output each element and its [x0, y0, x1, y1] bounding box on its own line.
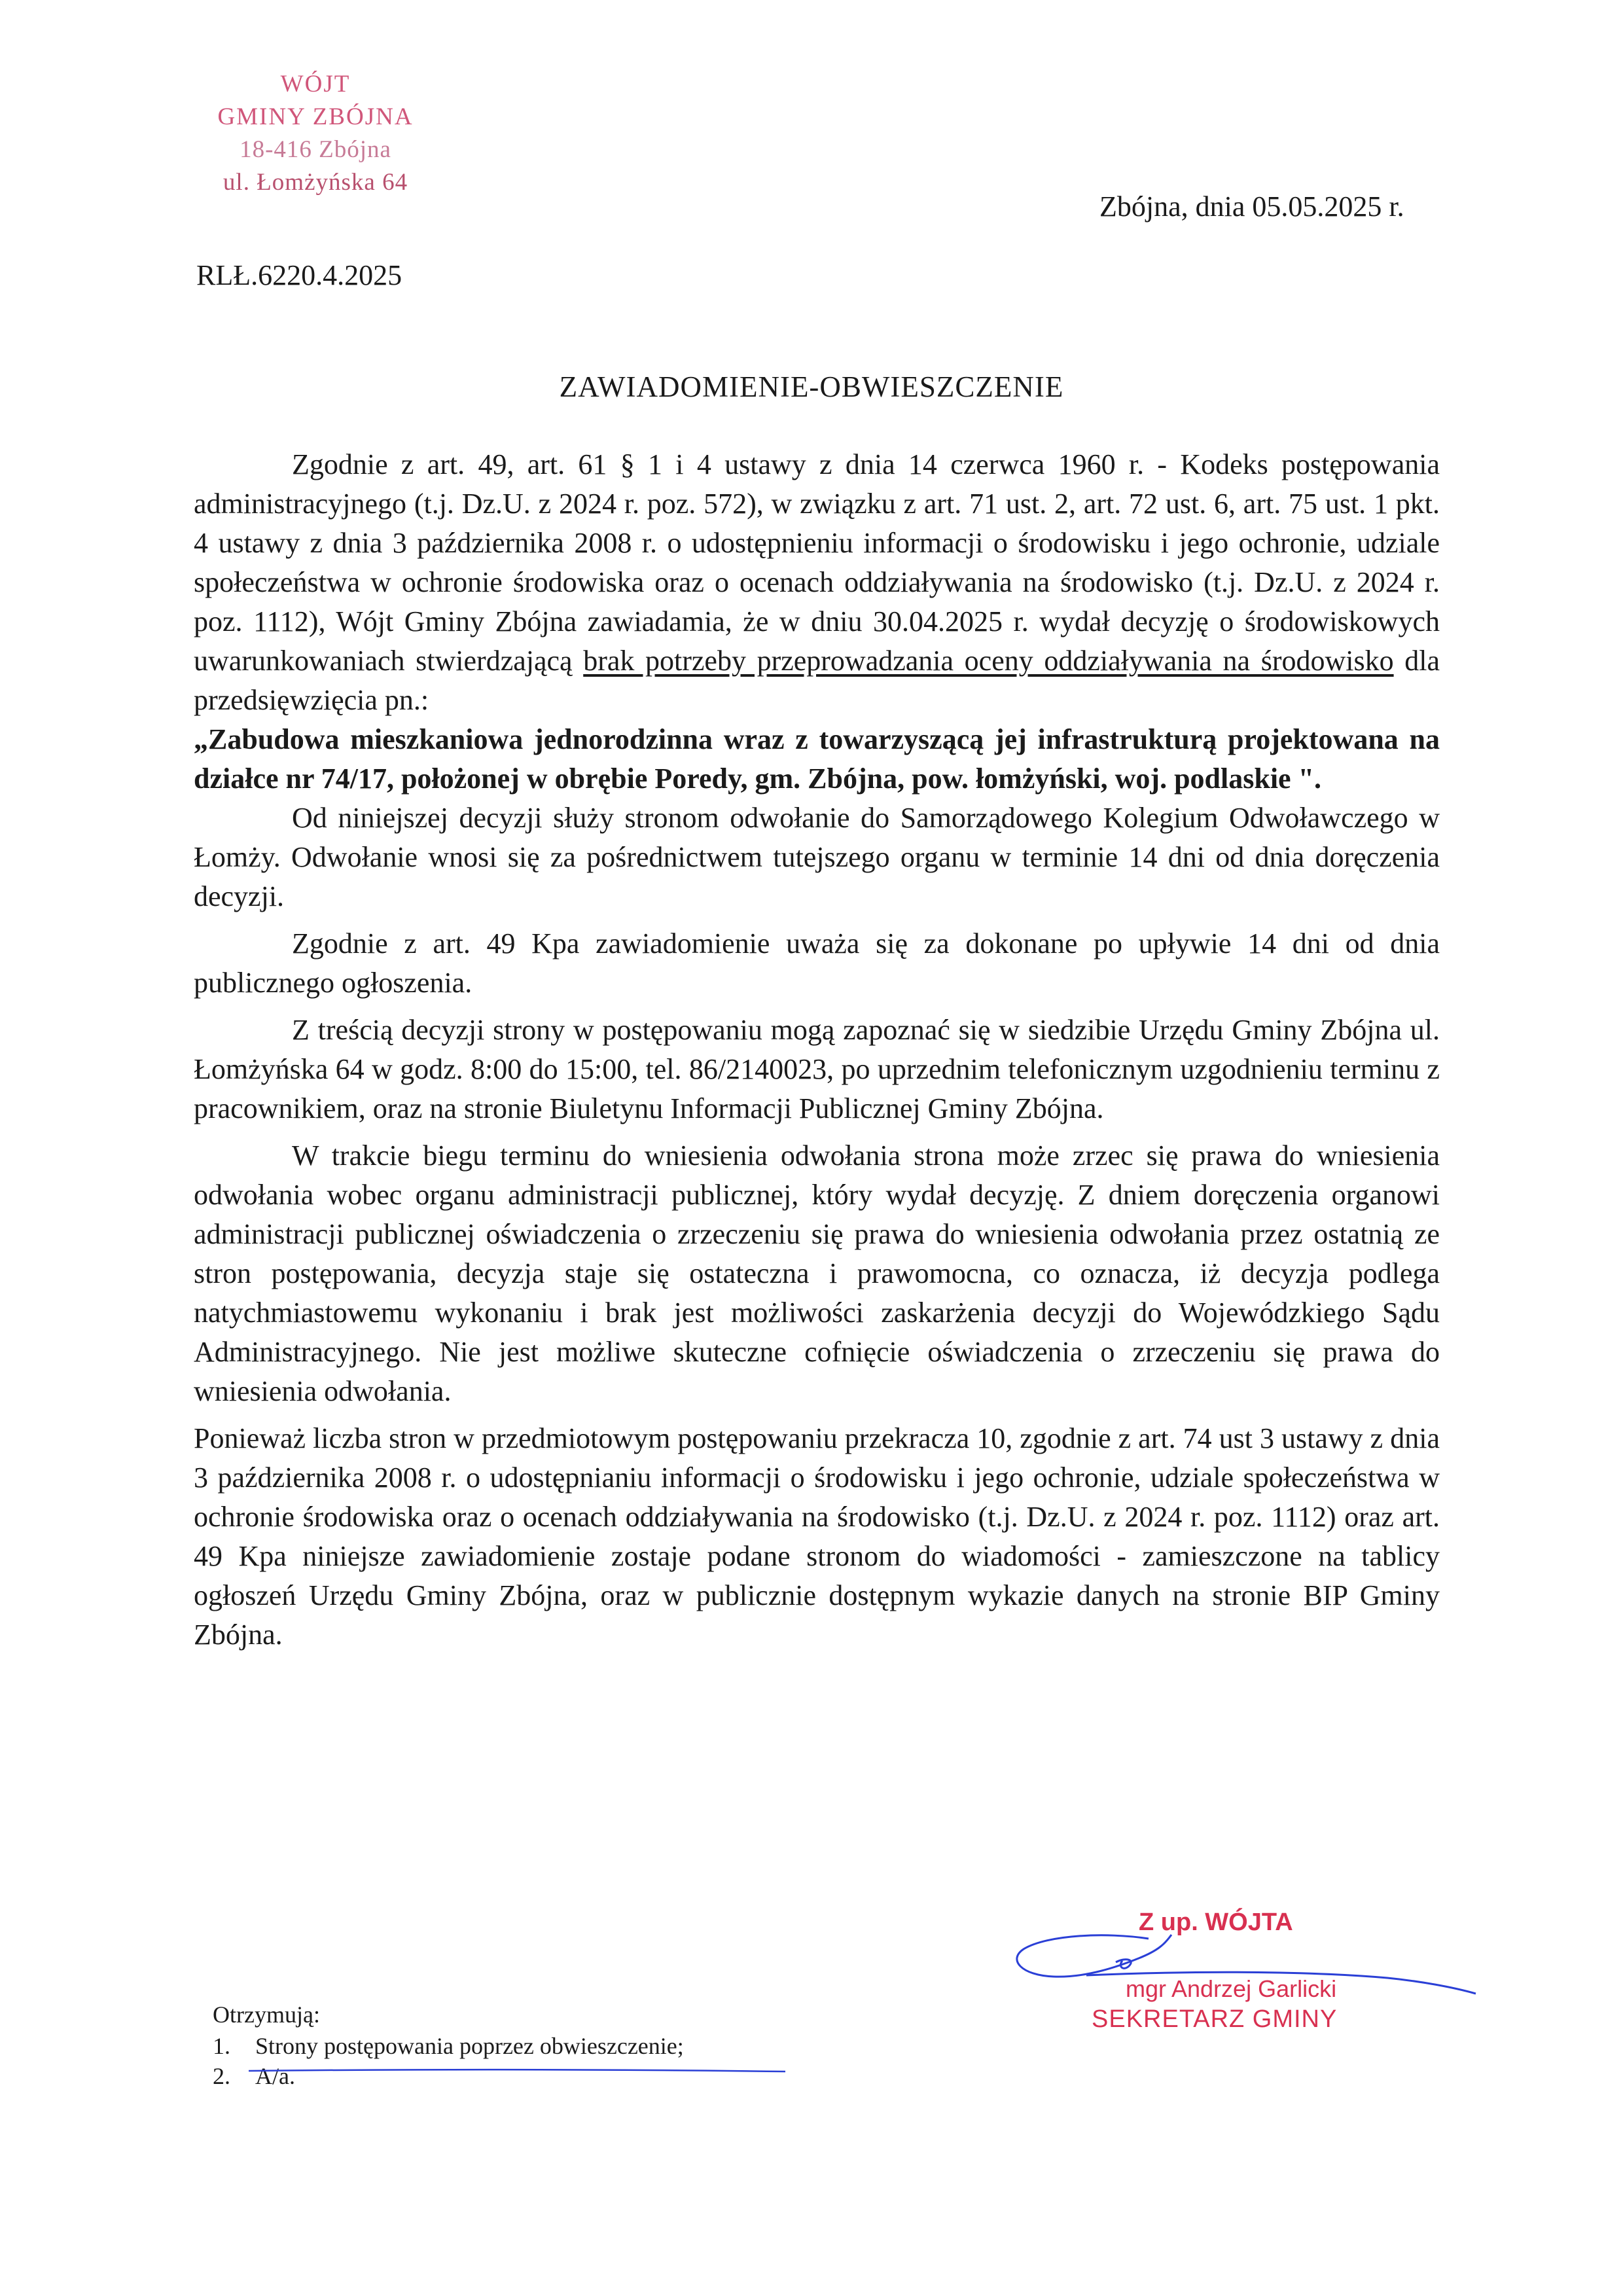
reference-number: RLŁ.6220.4.2025: [196, 259, 402, 291]
recipients-items: [213, 2031, 684, 2091]
signature-authorization: Z up. WÓJTA: [1139, 1909, 1293, 1936]
pen-underline-icon: [249, 2067, 785, 2073]
paragraph-publication: Ponieważ liczba stron w przedmiotowym postępowaniu przekracza 10, zgodnie z art. 74 ust 3 ustawy z dnia 3 października 2008 r. o udostępnianiu informacji o środowisku i jego ochronie, udziale społeczeństwa w ochronie środowiska oraz o ocenach oddziaływania na środowisko (t.j. Dz.U. z 2024 r. poz. 1112) oraz art. 49 Kpa niniejsze zawiadomienie zostaje podane stronom do wiadomości - zamieszczone na tablicy ogłoszeń Urzędu Gminy Zbójna, oraz w publicznie dostępnym wykazie danych na stronie BIP Gminy Zbójna.: [194, 1422, 1440, 1651]
paragraph-appeal: Od niniejszej decyzji służy stronom odwołanie do Samorządowego Kolegium Odwoławczego w Łomży. Odwołanie wnosi się za pośrednictwem tutejszego organu w terminie 14 dni od dnia doręczenia decyzji.: [194, 802, 1440, 912]
stamp-line-street: ul. Łomżyńska 64: [223, 169, 408, 196]
underlined-decision-text: brak potrzeby przeprowadzania oceny oddziaływania na środowisko: [583, 645, 1394, 677]
list-item: [213, 2061, 684, 2091]
recipients-list: [213, 2000, 684, 2091]
list-item-number: 1.: [213, 2033, 230, 2059]
list-item-number: 2.: [213, 2063, 230, 2089]
signatory-name: mgr Andrzej Garlicki: [1126, 1975, 1337, 2002]
list-item-text: A/a.: [255, 2063, 295, 2089]
paragraph-access: Z treścią decyzji strony w postępowaniu mogą zapoznać się w siedzibie Urzędu Gminy Zbójna ul. Łomżyńska 64 w godz. 8:00 do 15:00, tel. 86/2140023, po uprzednim telefonicznym uzgodnieniu terminu z pracownikiem, oraz na stronie Biuletynu Informacji Publicznej Gminy Zbójna.: [194, 1014, 1440, 1124]
project-name: „Zabudowa mieszkaniowa jednorodzinna wraz z towarzyszącą jej infrastrukturą projektowana na działce nr 74/17, położonej w obrębie Poredy, gm. Zbójna, pow. łomżyński, woj. podlaskie ".: [194, 723, 1440, 795]
list-item: [213, 2031, 684, 2061]
document-body: [194, 445, 1440, 1655]
stamp-line-postcode: 18-416 Zbójna: [240, 136, 391, 163]
paragraph-legal-basis: [194, 445, 1440, 720]
paragraph-legal-basis-end: dla przedsięwzięcia pn.:: [194, 645, 1440, 716]
document-date: Zbójna, dnia 05.05.2025 r.: [1099, 190, 1404, 223]
signatory-title: SEKRETARZ GMINY: [1092, 2005, 1338, 2033]
paragraph-notice-effective: Zgodnie z art. 49 Kpa zawiadomienie uważa się za dokonane po upływie 14 dni od dnia publicznego ogłoszenia.: [194, 927, 1440, 999]
paragraph-legal-basis-start: Zgodnie z art. 49, art. 61 § 1 i 4 ustawy z dnia 14 czerwca 1960 r. - Kodeks postępowania administracyjnego (t.j. Dz.U. z 2024 r. poz. 572), w związku z art. 71 ust. 2, art. 72 ust. 6, art. 75 ust. 1 pkt. 4 ustawy z dnia 3 października 2008 r. o udostępnieniu informacji o środowisku i jego ochronie, udziale społeczeństwa w ochronie środowiska oraz o ocenach oddziaływania na środowisko (t.j. Dz.U. z 2024 r. poz. 1112), Wójt Gminy Zbójna zawiadamia, że w dniu 30.04.2025 r. wydał decyzję o środowiskowych uwarunkowaniach stwierdzającą: [194, 448, 1440, 677]
stamp-line-municipality: GMINY ZBÓJNA: [217, 103, 414, 130]
office-stamp: [171, 68, 459, 199]
document-title: ZAWIADOMIENIE-OBWIESZCZENIE: [559, 370, 1064, 403]
stamp-line-office: WÓJT: [280, 71, 351, 98]
signature-block: [1008, 1898, 1479, 2049]
recipients-heading: Otrzymują:: [213, 2001, 320, 2028]
list-item-text: Strony postępowania poprzez obwieszczenie;: [255, 2033, 684, 2059]
paragraph-waiver: W trakcie biegu terminu do wniesienia odwołania strona może zrzec się prawa do wniesienia odwołania wobec organu administracji publicznej, który wydał decyzję. Z dniem doręczenia organowi administracji publicznej oświadczenia o zrzeczeniu się prawa do wniesienia odwołania przez ostatnią ze stron postępowania, decyzja staje się ostateczna i prawomocna, co oznacza, iż decyzja podlega natychmiastowemu wykonaniu i brak jest możliwości zaskarżenia decyzji do Wojewódzkiego Sądu Administracyjnego. Nie jest możliwe skuteczne cofnięcie oświadczenia o zrzeczeniu się prawa do wniesienia odwołania.: [194, 1139, 1440, 1407]
